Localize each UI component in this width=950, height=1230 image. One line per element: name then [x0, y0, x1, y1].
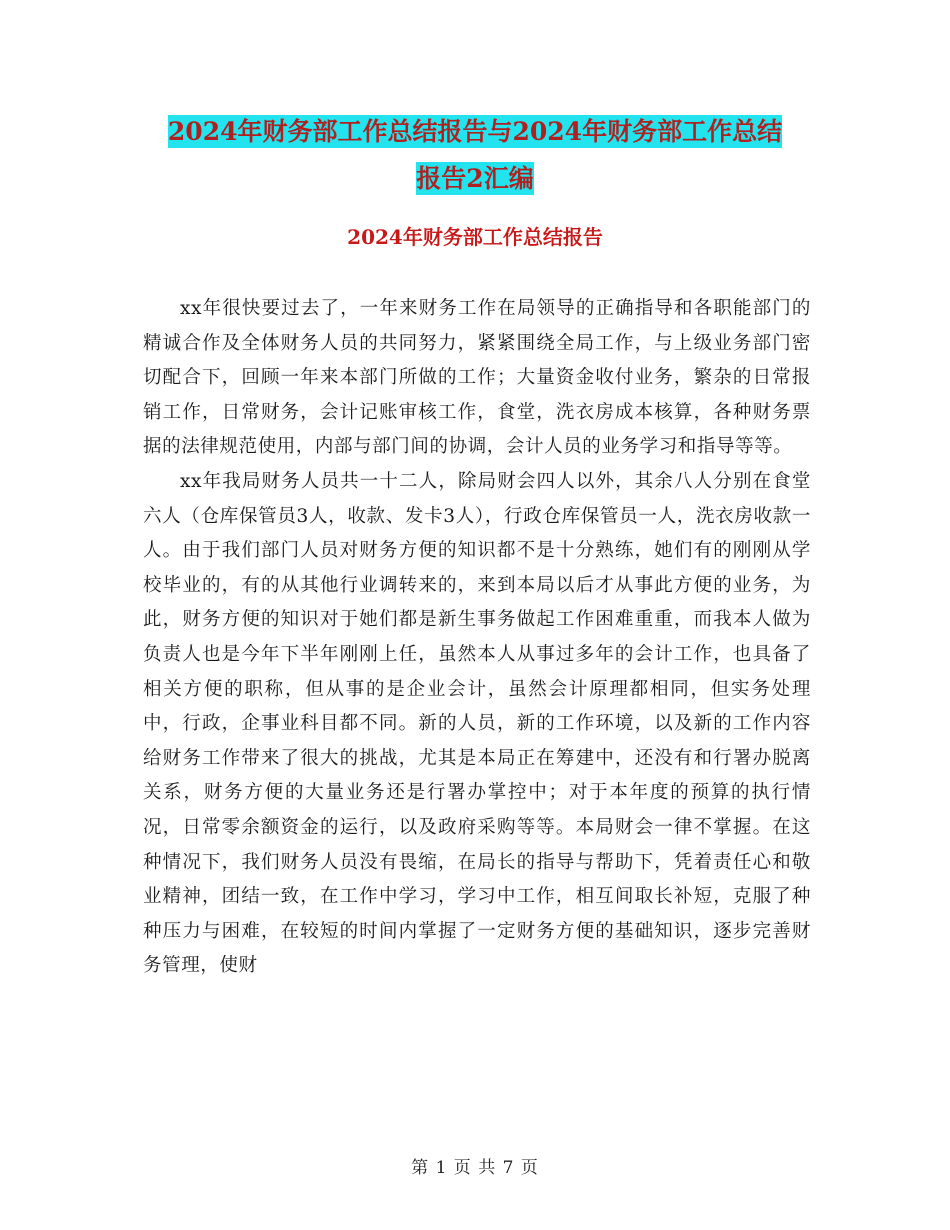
document-body — [143, 292, 811, 984]
page-number-footer: 第 1 页 共 7 页 — [411, 1158, 539, 1178]
document-title — [140, 108, 810, 202]
title-line-2: 报告2汇编 — [416, 164, 534, 193]
paragraph-1: xx年很快要过去了，一年来财务工作在局领导的正确指导和各职能部门的精诚合作及全体财务人员的共同努力，紧紧围绕全局工作，与上级业务部门密切配合下，回顾一年来本部门所做的工作；大量资金收付业务，繁杂的日常报销工作，日常财务，会计记账审核工作，食堂，洗衣房成本核算，各种财务票据的法律规范使用，内部与部门间的协调，会计人员的业务学习和指导等等。 — [143, 298, 811, 458]
paragraph-2: xx年我局财务人员共一十二人，除局财会四人以外，其余八人分别在食堂六人（仓库保管员3人，收款、发卡3人），行政仓库保管员一人，洗衣房收款一人。由于我们部门人员对财务方便的知识都不是十分熟练，她们有的刚刚从学校毕业的，有的从其他行业调转来的，来到本局以后才从事此方便的业务，为此，财务方便的知识对于她们都是新生事务做起工作困难重重，而我本人做为负责人也是今年下半年刚刚上任，虽然本人从事过多年的会计工作，也具备了相关方便的职称，但从事的是企业会计，虽然会计原理都相同，但实务处理中，行政，企事业科目都不同。新的人员，新的工作环境，以及新的工作内容给财务工作带来了很大的挑战，尤其是本局正在筹建中，还没有和行署办脱离关系，财务方便的大量业务还是行署办掌控中；对于本年度的预算的执行情况，日常零余额资金的运行，以及政府采购等等。本局财会一律不掌握。在这种情况下，我们财务人员没有畏缩，在局长的指导与帮助下，凭着责任心和敬业精神，团结一致，在工作中学习，学习中工作，相互间取长补短，克服了种种压力与困难，在较短的时间内掌握了一定财务方便的基础知识，逐步完善财务管理，使财 — [143, 470, 811, 977]
title-line-1: 2024年财务部工作总结报告与2024年财务部工作总结 — [167, 117, 783, 146]
section-title: 2024年财务部工作总结报告 — [347, 225, 603, 249]
